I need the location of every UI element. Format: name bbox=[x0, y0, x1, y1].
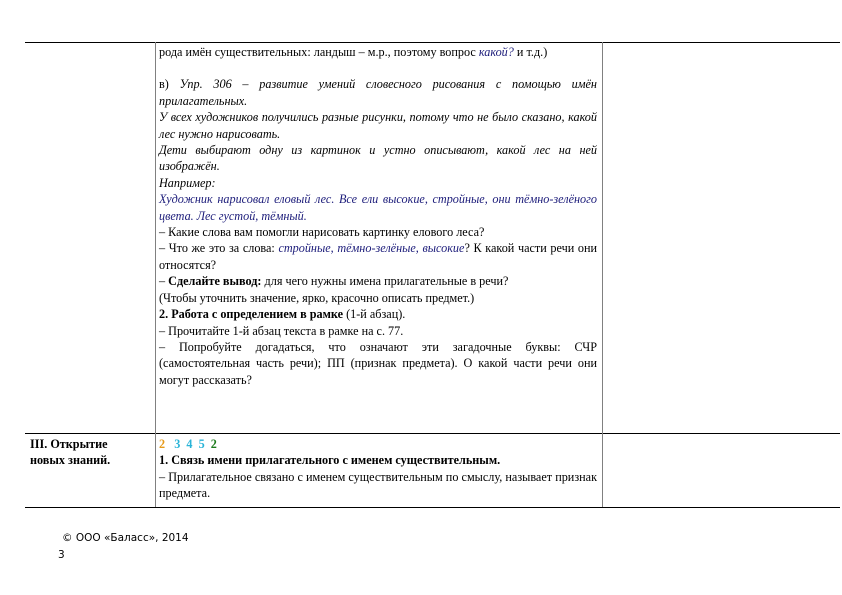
column-divider-right bbox=[602, 42, 603, 507]
example-label: Например: bbox=[159, 175, 216, 190]
question-conclusion: – Сделайте вывод: для чего нужны имена прилагательные в речи? bbox=[159, 274, 509, 289]
question-1: – Какие слова вам помогли нарисовать картинку елового леса? bbox=[159, 225, 485, 240]
section-1-heading: 1. Связь имени прилагательного с именем существительным. bbox=[159, 453, 501, 468]
paragraph-artists: У всех художников получились разные рисунки, потому что не было сказано, какой лес нужно нарисовать. bbox=[159, 110, 597, 141]
number-orange: 2 bbox=[159, 437, 166, 451]
question-2: – Что же это за слова: стройные, тёмно-зелёные, высокие? К какой части речи они относятся? bbox=[159, 241, 597, 272]
stage-title-line-1: III. Открытие bbox=[30, 437, 108, 451]
stage-title-line-2: новых знаний. bbox=[30, 453, 111, 468]
paragraph-children: Дети выбирают одну из картинок и устно описывают, какой лес на ней изображён. bbox=[159, 143, 597, 174]
number-cyan: 4 bbox=[186, 437, 193, 451]
number-green: 2 bbox=[210, 437, 217, 451]
number-cyan: 3 bbox=[174, 437, 181, 451]
conclusion-answer: (Чтобы уточнить значение, ярко, красочно описать предмет.) bbox=[159, 290, 475, 305]
table-bottom-border bbox=[25, 507, 840, 508]
color-number-row bbox=[159, 436, 597, 452]
paragraph-noun-gender: рода имён существительных: ландыш – м.р., поэтому вопрос какой? и т.д.) bbox=[159, 45, 548, 59]
section-2-guess: – Попробуйте догадаться, что означают эти загадочные буквы: СЧР (самостоятельная часть речи); ПП (признак предмета). О какой части речи они могут рассказать? bbox=[159, 339, 597, 387]
section-1-text: – Прилагательное связано с именем существительным по смыслу, называет признак предмета. bbox=[159, 469, 597, 501]
exercise-306: в) Упр. 306 – развитие умений словесного рисования с помощью имён прилагательных. bbox=[159, 77, 597, 108]
lesson-stage-cell bbox=[30, 436, 152, 469]
row-divider bbox=[25, 433, 840, 434]
page-number: 3 bbox=[58, 549, 65, 561]
example-text: Художник нарисовал еловый лес. Все ели высокие, стройные, они тёмно-зелёного цвета. Лес густой, тёмный. bbox=[159, 192, 597, 223]
new-knowledge-cell bbox=[159, 436, 597, 502]
section-2-read: – Прочитайте 1-й абзац текста в рамке на с. 77. bbox=[159, 323, 404, 338]
number-cyan: 5 bbox=[198, 437, 205, 451]
lesson-content-cell bbox=[159, 44, 597, 388]
copyright-footer: © ООО «Баласс», 2014 bbox=[62, 532, 189, 544]
blank-line bbox=[159, 60, 597, 76]
column-divider-left bbox=[155, 42, 156, 507]
section-2-heading: 2. Работа с определением в рамке (1-й абзац). bbox=[159, 307, 406, 322]
table-top-border bbox=[25, 42, 840, 43]
